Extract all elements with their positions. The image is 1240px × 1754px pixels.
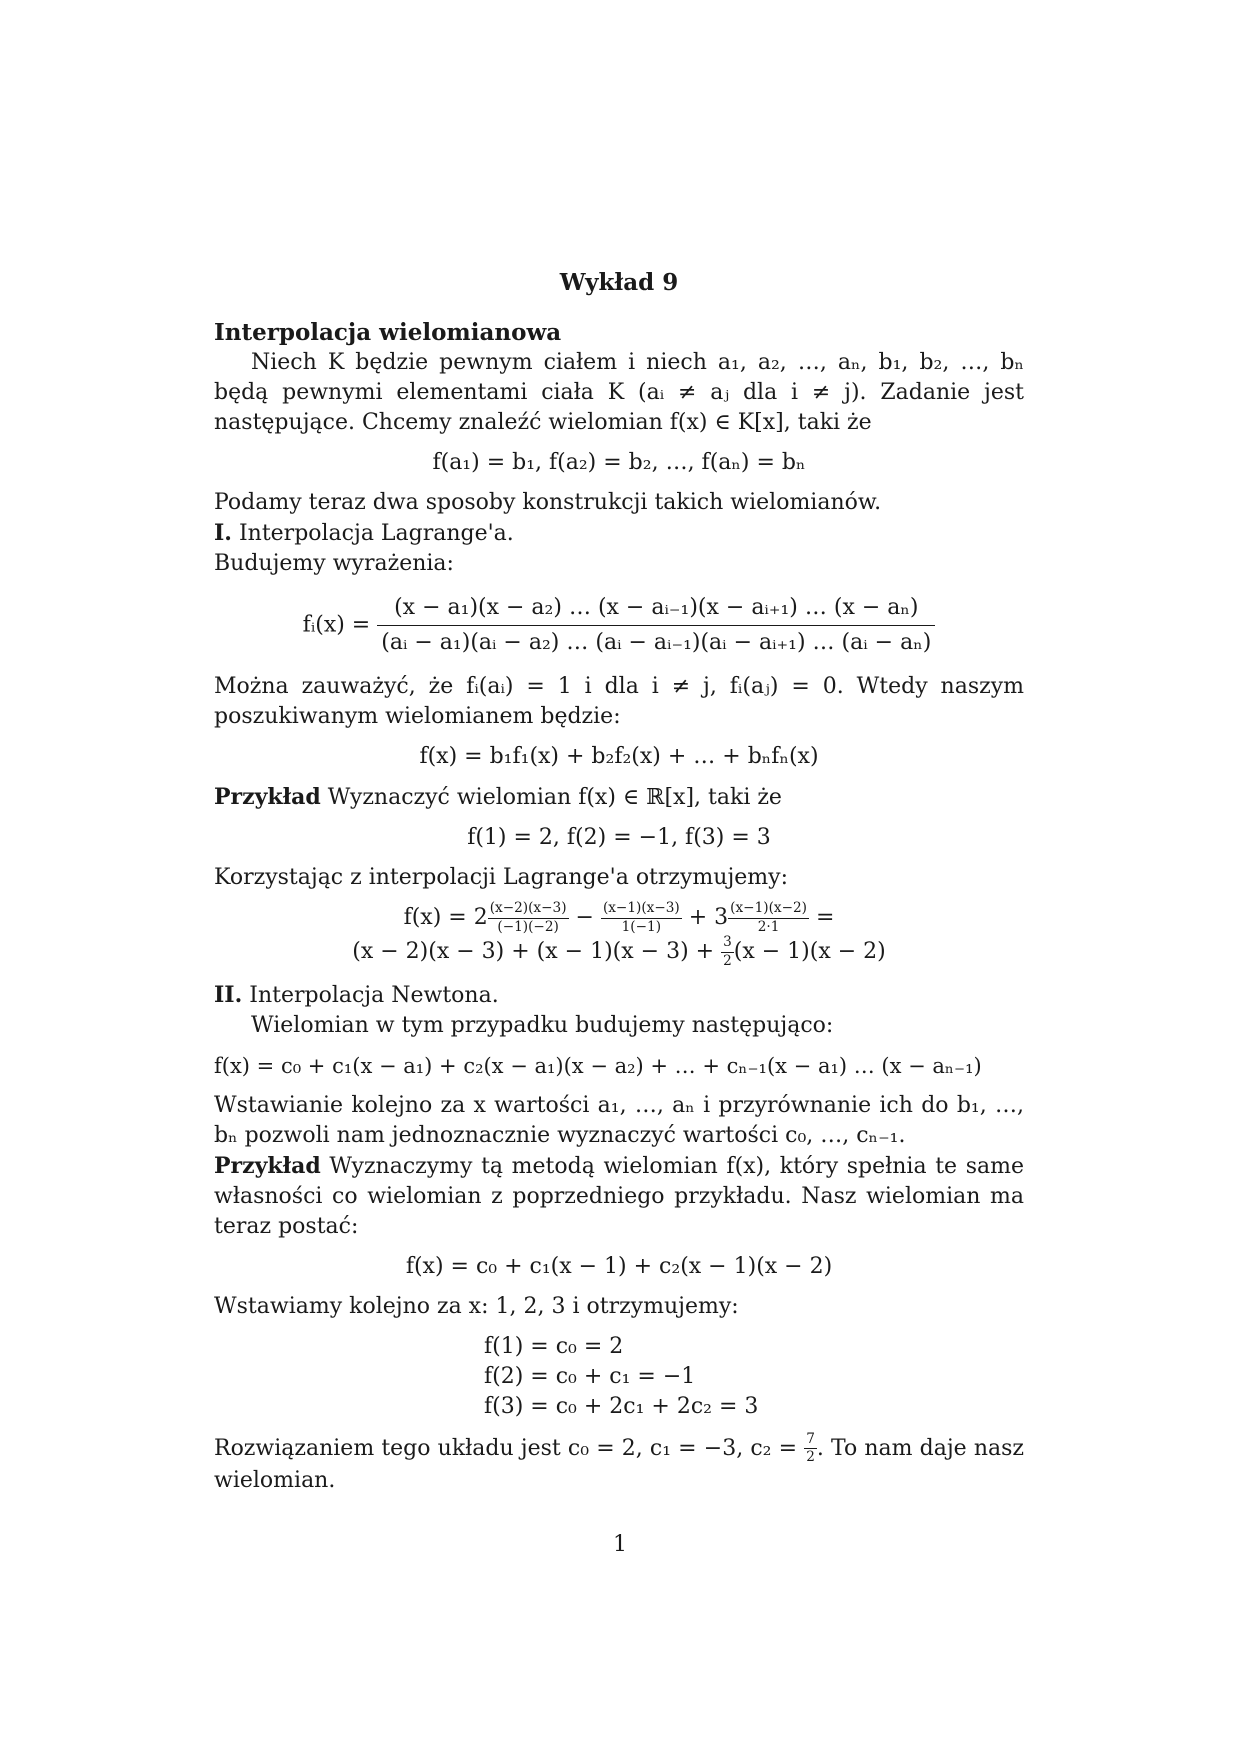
example-conditions: f(1) = 2, f(2) = −1, f(3) = 3 — [467, 825, 771, 850]
basis-numerator: (x − a₁)(x − a₂) … (x − aᵢ₋₁)(x − aᵢ₊₁) … (x − aₙ) — [377, 593, 935, 626]
solution-fraction — [804, 1432, 817, 1466]
lagrange-build-sentence: Budujemy wyrażenia: — [214, 551, 454, 576]
lagrange-result-intro: Korzystając z interpolacji Lagrange'a otrzymujemy: — [214, 865, 789, 890]
lagrange-heading-text: Interpolacja Lagrange'a. — [238, 521, 514, 546]
result-plus-three: + 3 — [681, 905, 729, 931]
solution-text-a: Rozwiązaniem tego układu jest c₀ = 2, c₁ = −3, c₂ = — [214, 1435, 798, 1461]
lagrange-property-paragraph: Można zauważyć, że fᵢ(aᵢ) = 1 i dla i ≠ j, fᵢ(aⱼ) = 0. Wtedy naszym poszukiwanym wielomianem będzie: — [214, 674, 1024, 729]
example-text: Wyznaczyć wielomian f(x) ∈ ℝ[x], taki że — [327, 785, 782, 810]
newton-formula: f(x) = c₀ + c₁(x − a₁) + c₂(x − a₁)(x − a₂) + … + cₙ₋₁(x − a₁) … (x − aₙ₋₁) — [214, 1053, 982, 1078]
example-label: Przykład — [214, 784, 321, 810]
newton-example-label: Przykład — [214, 1152, 321, 1179]
result-fraction-1-den: (−1)(−2) — [497, 918, 559, 935]
solution-text-b: . To nam daje nasz wielomian. — [214, 1435, 1025, 1494]
result-line2-part-a: (x − 2)(x − 3) + (x − 1)(x − 3) + — [352, 939, 715, 965]
result-line2-fraction-den: 2 — [723, 953, 732, 970]
intro-methods-sentence: Podamy teraz dwa sposoby konstrukcji takich wielomianów. — [214, 490, 882, 515]
lagrange-example — [214, 782, 1024, 813]
page-content — [214, 268, 1024, 1496]
lagrange-result-line2 — [214, 935, 1024, 969]
basis-lhs: fᵢ(x) = — [302, 612, 371, 638]
section-heading: Interpolacja wielomianowa — [214, 319, 562, 346]
newton-heading-text: Interpolacja Newtona. — [249, 982, 499, 1008]
solution-paragraph — [214, 1432, 1024, 1496]
result-fraction-1 — [488, 901, 569, 935]
lagrange-basis-formula — [214, 593, 1024, 658]
newton-heading — [214, 980, 1024, 1011]
system-equation-3: f(3) = c₀ + 2c₁ + 2c₂ = 3 — [484, 1393, 759, 1419]
basis-fraction — [377, 593, 935, 658]
page-number: 1 — [613, 1532, 627, 1557]
result-fraction-3-den: 2·1 — [757, 918, 780, 935]
newton-label: II. — [214, 981, 243, 1008]
result-fraction-1-num: (x−2)(x−3) — [488, 901, 569, 919]
result-fraction-3-num: (x−1)(x−2) — [728, 901, 809, 919]
result-equals: = — [808, 905, 835, 931]
result-line2-fraction-num: 3 — [721, 935, 734, 953]
solution-fraction-den: 2 — [806, 1449, 815, 1466]
system-equation-2: f(2) = c₀ + c₁ = −1 — [484, 1363, 696, 1389]
result-line2-fraction — [721, 935, 734, 969]
newton-form-formula: f(x) = c₀ + c₁(x − 1) + c₂(x − 1)(x − 2) — [405, 1253, 833, 1279]
lagrange-result-line1 — [214, 901, 1024, 935]
lagrange-heading — [214, 518, 1024, 549]
result-fraction-2 — [601, 901, 682, 935]
lecture-title: Wykład 9 — [559, 269, 679, 296]
newton-example — [214, 1151, 1024, 1242]
basis-denominator: (aᵢ − a₁)(aᵢ − a₂) … (aᵢ − aᵢ₋₁)(aᵢ − aᵢ₊₁) … (aᵢ − aₙ) — [381, 630, 932, 655]
intro-paragraph: Niech K będzie pewnym ciałem i niech a₁, a₂, …, aₙ, b₁, b₂, …, bₙ będą pewnymi elementami ciała K (aᵢ ≠ aⱼ dla i ≠ j). Zadanie jest następujące. Chcemy znaleźć wielomian f(x) ∈ K[x], taki że — [214, 350, 1024, 435]
result-fraction-2-num: (x−1)(x−3) — [601, 901, 682, 919]
result-minus: − — [568, 905, 601, 931]
lagrange-sum-formula: f(x) = b₁f₁(x) + b₂f₂(x) + … + bₙfₙ(x) — [419, 744, 819, 769]
newton-build-sentence: Wielomian w tym przypadku budujemy następująco: — [251, 1012, 834, 1038]
interpolation-conditions: f(a₁) = b₁, f(a₂) = b₂, …, f(aₙ) = bₙ — [432, 450, 806, 475]
result-lhs: f(x) = 2 — [403, 905, 488, 931]
system-equation-1: f(1) = c₀ = 2 — [484, 1333, 624, 1359]
result-line2-part-b: (x − 1)(x − 2) — [733, 939, 886, 965]
lagrange-label: I. — [214, 520, 232, 546]
equation-system — [484, 1332, 1024, 1422]
solution-fraction-num: 7 — [804, 1432, 817, 1450]
result-fraction-3 — [728, 901, 809, 935]
newton-example-text: Wyznaczymy tą metodą wielomian f(x), który spełnia te same własności co wielomian z poprzedniego przykładu. Nasz wielomian ma teraz postać: — [214, 1153, 1024, 1239]
newton-substitution-sentence: Wstawiamy kolejno za x: 1, 2, 3 i otrzymujemy: — [214, 1293, 739, 1319]
newton-explanation: Wstawianie kolejno za x wartości a₁, …, aₙ i przyrównanie ich do b₁, …, bₙ pozwoli nam jednoznacznie wyznaczyć wartości c₀, …, cₙ₋₁. — [214, 1092, 1024, 1148]
result-fraction-2-den: 1(−1) — [621, 918, 662, 935]
